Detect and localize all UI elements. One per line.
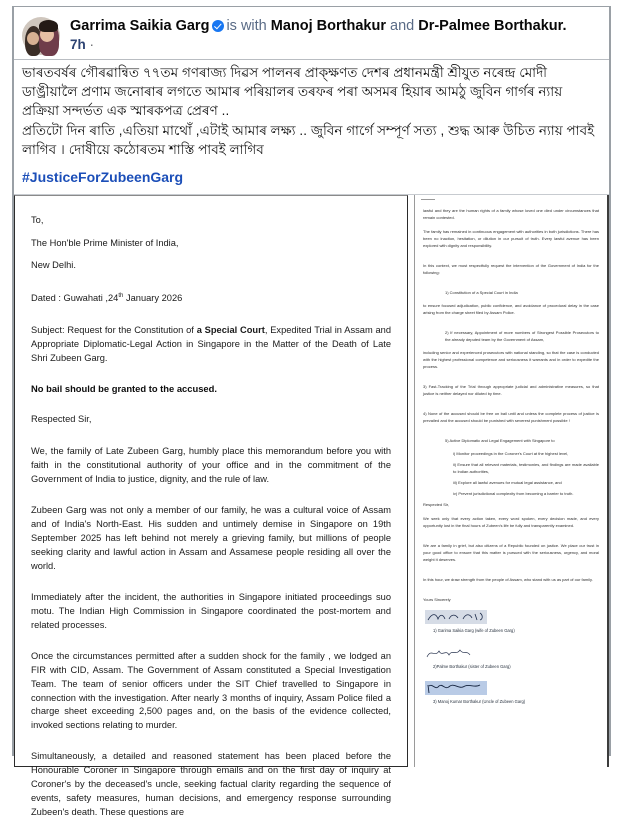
doc1-subject-lead: Subject: Request for the Constitution of (31, 325, 197, 336)
doc2-item-5: 5) Active Diplomatic and Legal Engagement with Singapore to (445, 438, 555, 444)
verified-badge-icon (212, 20, 224, 32)
doc1-paragraph-3: Immediately after the incident, the authorities in Singapore initiated proceedings suo motu. The Indian High Commission in Singapore coordinated the post-mortem and related processes. (31, 591, 391, 630)
doc1-addressee: The Hon'ble Prime Minister of India, (31, 237, 179, 248)
attachment-images (14, 194, 609, 818)
doc1-date-prefix: Dated : Guwahati ,24 (31, 292, 119, 303)
document-image-page-1[interactable] (14, 195, 408, 818)
signature-stroke-2 (425, 646, 479, 660)
doc1-paragraph-1: We, the family of Late Zubeen Garg, humbly place this memorandum before you with faith in the constitutional authority of your office and in the commitment of the Government of India to justice, dignity, and the rule of law. (31, 446, 391, 485)
doc2-sign-off: Yours Sincerely (423, 597, 451, 603)
doc1-subject (31, 324, 391, 366)
signature-image-1 (425, 610, 487, 624)
doc2-signatory-3: 3) Manoj Kumar Borthakur (Uncle of Zubeen Garg) (433, 699, 526, 705)
doc2-item-3: 3) Fast-Tracking of the Trial through appropriate judicial and administrative measures, so that justice is neither delayed nor diluted by time. (423, 384, 599, 397)
hashtag-link[interactable]: #JusticeForZubeenGarg (22, 169, 184, 186)
doc1-date (31, 292, 391, 306)
signature-image-3 (425, 681, 487, 695)
doc2-item-2-body: including senior and experienced prosecutors with national standing, so that the case is conducted with the highest professional competence and seriousness it warrants and in order to expedite the process. (423, 350, 599, 370)
doc1-paragraph-4: Once the circumstances permitted after a sudden shock for the family , we lodged an FIR with CID, Assam. The Government of Assam constituted a Special Investigation Team. The team of senior officers under the SIT Chief travelled to Singapore in connection with the investigation. After nearly 3 months of inquiry, Assam Police filed a charge sheet exceeding 2,500 pages and, on the basis of the evidence collected, invoked sections relating to murder. (31, 650, 391, 731)
doc2-paragraph-1: lawful and they are the human rights of a family whose loved one died under circumstances that remain contested. (423, 208, 599, 221)
post-meta (70, 37, 567, 54)
signature-image-2 (425, 646, 479, 660)
avatar[interactable] (22, 17, 60, 55)
post-body (14, 59, 609, 194)
byline-connector-2: and (390, 18, 415, 34)
doc2-signatory-2: 2)Palme Borthakur (sister of Zubeen Garg) (433, 663, 511, 669)
doc2-closing-2: We are a family in grief, but also citizens of a Republic founded on justice. We place our trust in your good office to ensure that this matter is pursued with the seriousness, urgency, and moral weight it deserves. (423, 543, 599, 563)
doc2-closing-1: We seek only that every action taken, every word spoken, every decision made, and every opportunity lost in the final hours of Zubeen's life be fully and transparently examined. (423, 516, 599, 529)
post-text-paragraph-1: ভাৰতবৰ্ষৰ গৌৰৱান্বিত ৭৭তম গণৰাজ্য দিৱস পালনৰ প্ৰাক্ক্ষণত দেশৰ প্ৰধানমন্ত্ৰী শ্ৰীযুত নৰেন্দ্ৰ মোদী ডাঙ্ৰীয়ালৈ প্ৰণাম জনোৰাৰ লগতে আমাৰ পৰিয়ালৰ তৰফৰ পৰা অসমৰ হিয়াৰ আমঠু জুবিন গাৰ্গৰ ন্যায় প্ৰক্ৰিয়া সন্দৰ্ভত এক স্মাৰকপত্ৰ প্ৰেৰণ .. (22, 65, 563, 119)
doc1-salutation: Respected Sir, (31, 413, 92, 424)
doc2-item-5b: ii) Ensure that all relevant materials, testimonies, and findings are made available to Indian authorities, (453, 462, 599, 475)
doc2-item-5c: iii) Explore all lawful avenues for mutual legal assistance, and (453, 480, 562, 486)
avatar-hair (39, 20, 58, 32)
post-header-text (70, 16, 567, 54)
doc1-date-suffix: January 2026 (125, 292, 183, 303)
author-name[interactable]: Garrima Saikia Garg (70, 18, 210, 34)
doc2-signatory-1: 1) Garima Saikia Garg (wife of Zubeen Garg) (433, 628, 515, 634)
doc2-item-5d: iv) Prevent jurisdictional complexity from becoming a barrier to truth. (453, 491, 574, 497)
doc2-item-2: 2) If necessary, Appointment of more numbers of Strongest Possible Prosecutors to the already deputed team by the Government of Assam, (445, 330, 599, 343)
document-image-page-2[interactable] (414, 195, 609, 767)
signature-stroke-3 (425, 681, 487, 695)
byline-connector-1: is with (226, 18, 267, 34)
signature-stroke-1 (425, 610, 487, 624)
doc2-item-1: 1) Constitution of a Special Court in India (445, 290, 518, 296)
tagged-person-1[interactable]: Manoj Borthakur (270, 18, 386, 34)
doc1-paragraph-5: Simultaneously, a detailed and reasoned statement has been placed before the Honourable Coroner in Singapore through emails and on the first day of inquiry at Coroner's by the deceased's uncle, seeking factual clarity regarding the sequence of events, safety measures, human decisions, and emergency response surrounding Zubeen's death. These questions are (31, 751, 391, 818)
social-post-card (12, 6, 611, 818)
byline (70, 17, 567, 35)
doc1-city: New Delhi. (31, 260, 76, 271)
doc1-subject-emphasis: a Special Court (196, 325, 265, 336)
doc2-paragraph-2: The family has remained in continuous engagement with authorities in both jurisdictions. There has been no inaction, hesitation, or dilution in our pursuit of truth. Every lawful avenue has been explored with dignity and responsibility. (423, 229, 599, 249)
doc2-closing-3: In this hour, we draw strength from the people of Assam, who stand with us as part of our family. (423, 577, 593, 583)
doc2-bottom-space (423, 717, 599, 725)
doc1-date-ordinal: th (118, 292, 124, 299)
doc1-no-bail: No bail should be granted to the accused. (31, 382, 217, 394)
doc2-item-1-body: to ensure focused adjudication, public confidence, and avoidance of procedural delay in the case arising from the charge sheet filed by Assam Police. (423, 303, 599, 316)
doc1-subject-rest: , Expedited Trial in Assam and Appropriate Diplomatic-Legal Action in Singapore in the Matter of the Death of Late Shri Zubeen Garg. (31, 325, 392, 363)
meta-separator-dot: · (89, 37, 95, 53)
doc2-salutation: Respected Sir, (423, 502, 450, 508)
post-header (14, 7, 609, 59)
doc1-paragraph-2: Zubeen Garg was not only a member of our family, he was a cultural voice of Assam and of India's North-East. His sudden and untimely demise in Singapore on 19th September 2025 has left behind not merely a grieving family, but millions of people seeking clarity and lawful action in Assam and Assamese people residing all over the world. (31, 505, 391, 571)
post-text-paragraph-2: প্ৰতিটো দিন ৰাতি ,এতিয়া মাথোঁ ,এটাই আমাৰ লক্ষ্য .. জুবিন গাৰ্গে সম্পূৰ্ণ সত্য , শুদ্ধ আৰু উচিত ন্যায় পাবই লাগিব । দোষীয়ে কঠোৰতম শাস্তি পাবই লাগিব (22, 123, 595, 158)
doc2-item-4: 4) None of the accused should be free on bail until and unless the complete process of justice is prevailed and the accused should be punished with severest punishment possible ! (423, 411, 599, 424)
doc2-item-5a: i) Monitor proceedings in the Coroner's Court at the highest level, (453, 451, 569, 457)
doc1-to: To, (31, 215, 44, 226)
post-timestamp[interactable]: 7h (70, 37, 86, 53)
tagged-person-2[interactable]: Dr-Palmee Borthakur. (418, 18, 567, 34)
doc2-paragraph-3: In this context, we most respectfully request the intervention of the Government of India for the following: (423, 263, 599, 276)
